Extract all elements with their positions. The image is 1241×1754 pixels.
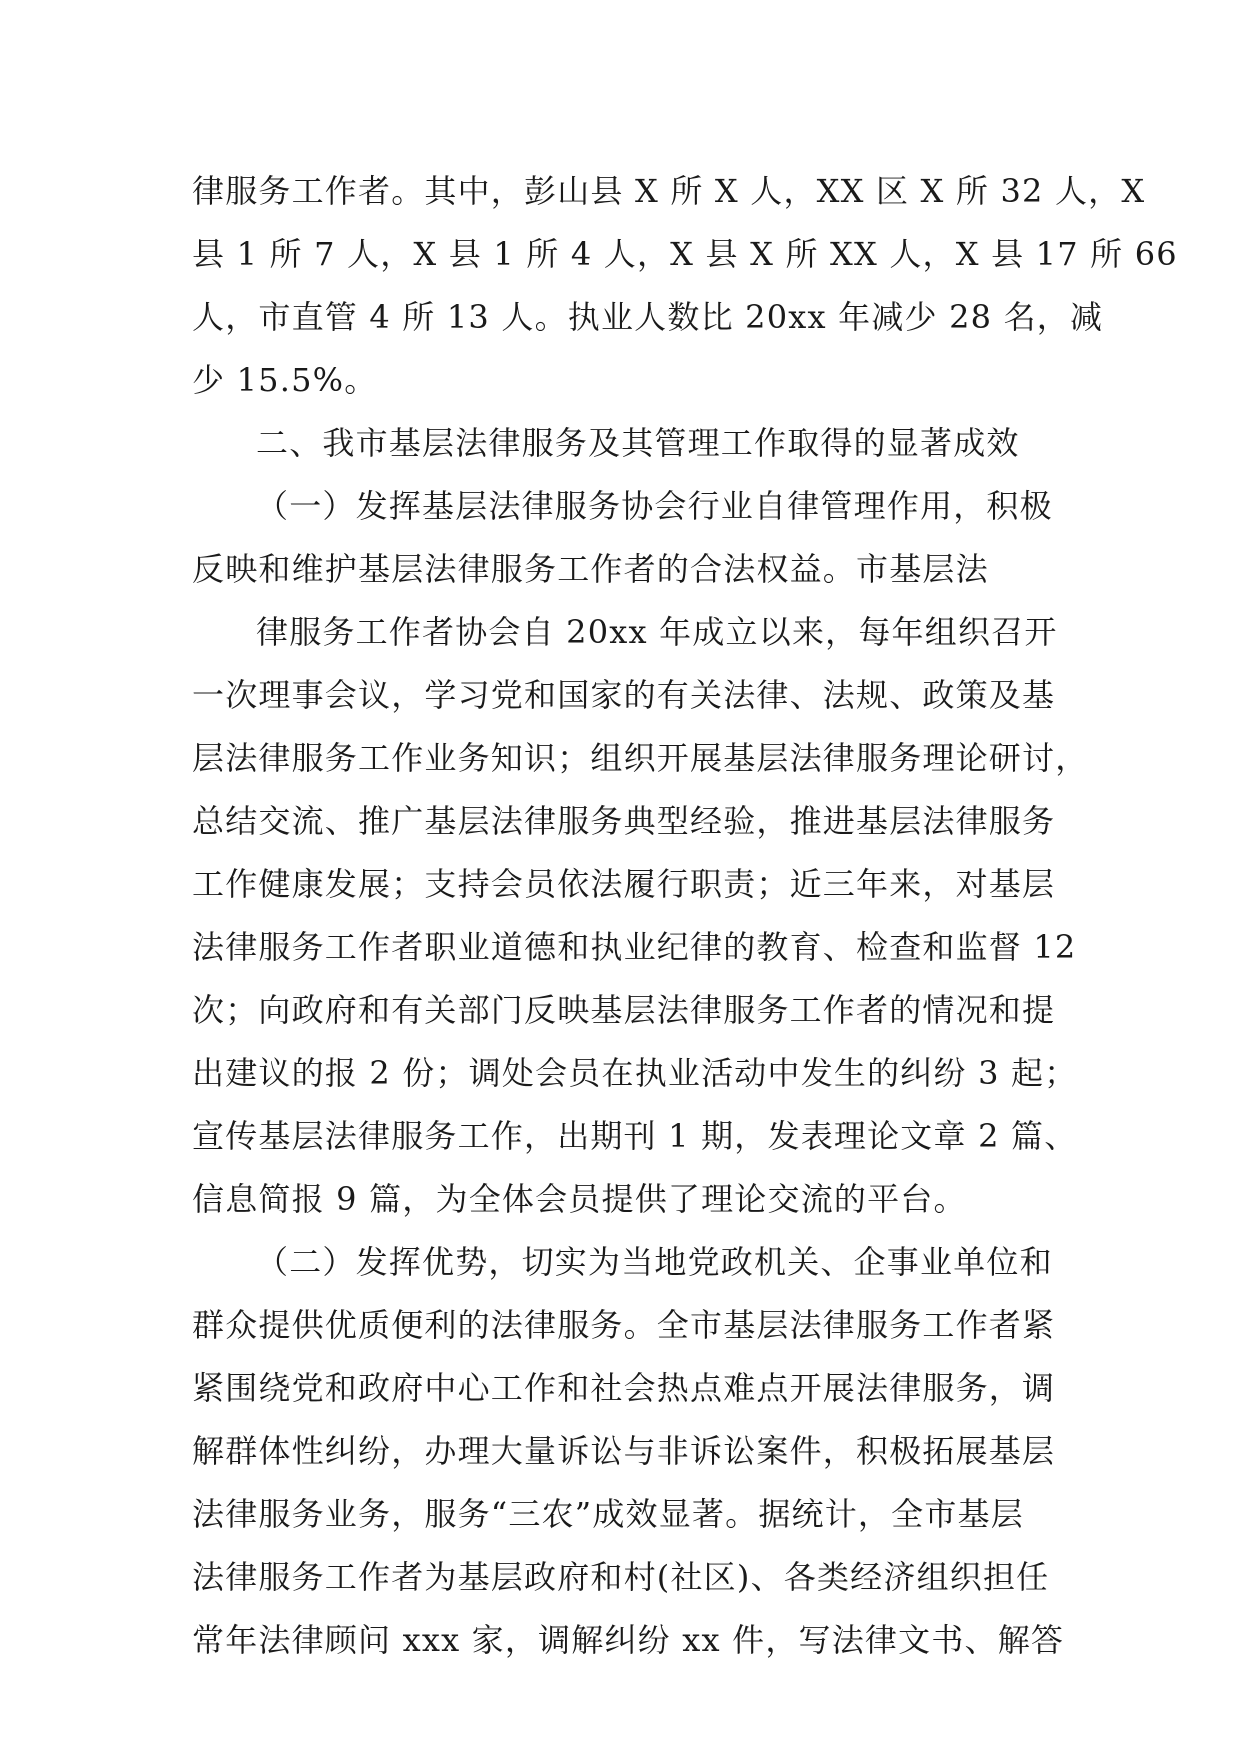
text-line: 反映和维护基层法律服务工作者的合法权益。市基层法 [192,550,989,588]
text-line: 工作健康发展；支持会员依法履行职责；近三年来，对基层 [192,865,1056,903]
text-line: 法律服务工作者为基层政府和村(社区)、各类经济组织担任 [192,1558,1050,1596]
text-line: 常年法律顾问 xxx 家，调解纠纷 xx 件，写法律文书、解答 [192,1621,1065,1659]
text-line: 出建议的报 2 份；调处会员在执业活动中发生的纠纷 3 起； [192,1054,1078,1092]
text-line: 律服务工作者。其中，彭山县 X 所 X 人，XX 区 X 所 32 人，X [192,172,1146,210]
text-line: 解群体性纠纷，办理大量诉讼与非诉讼案件，积极拓展基层 [192,1432,1056,1470]
subsection-heading: （二）发挥优势，切实为当地党政机关、企事业单位和 [256,1243,1053,1281]
section-heading: 二、我市基层法律服务及其管理工作取得的显著成效 [256,424,1020,462]
text-line: 群众提供优质便利的法律服务。全市基层法律服务工作者紧 [192,1306,1056,1344]
text-line: 法律服务工作者职业道德和执业纪律的教育、检查和监督 12 [192,928,1077,966]
text-line: 法律服务业务，服务“三农”成效显著。据统计，全市基层 [192,1495,1024,1533]
text-line: 宣传基层法律服务工作，出期刊 1 期，发表理论文章 2 篇、 [192,1117,1078,1155]
text-line: 信息简报 9 篇，为全体会员提供了理论交流的平台。 [192,1180,967,1218]
subsection-heading: （一）发挥基层法律服务协会行业自律管理作用，积极 [256,487,1053,525]
text-line: 总结交流、推广基层法律服务典型经验，推进基层法律服务 [192,802,1056,840]
text-line: 层法律服务工作业务知识；组织开展基层法律服务理论研讨， [192,739,1089,777]
text-line: 人，市直管 4 所 13 人。执业人数比 20xx 年减少 28 名，减 [192,298,1104,336]
text-line: 律服务工作者协会自 20xx 年成立以来，每年组织召开 [256,613,1058,651]
text-line: 次；向政府和有关部门反映基层法律服务工作者的情况和提 [192,991,1056,1029]
text-line: 县 1 所 7 人，X 县 1 所 4 人，X 县 X 所 XX 人，X 县 17 所 66 [192,235,1178,273]
document-body [192,160,1178,1672]
text-line: 一次理事会议，学习党和国家的有关法律、法规、政策及基 [192,676,1056,714]
text-line: 紧围绕党和政府中心工作和社会热点难点开展法律服务，调 [192,1369,1056,1407]
text-line: 少 15.5%。 [192,361,378,399]
